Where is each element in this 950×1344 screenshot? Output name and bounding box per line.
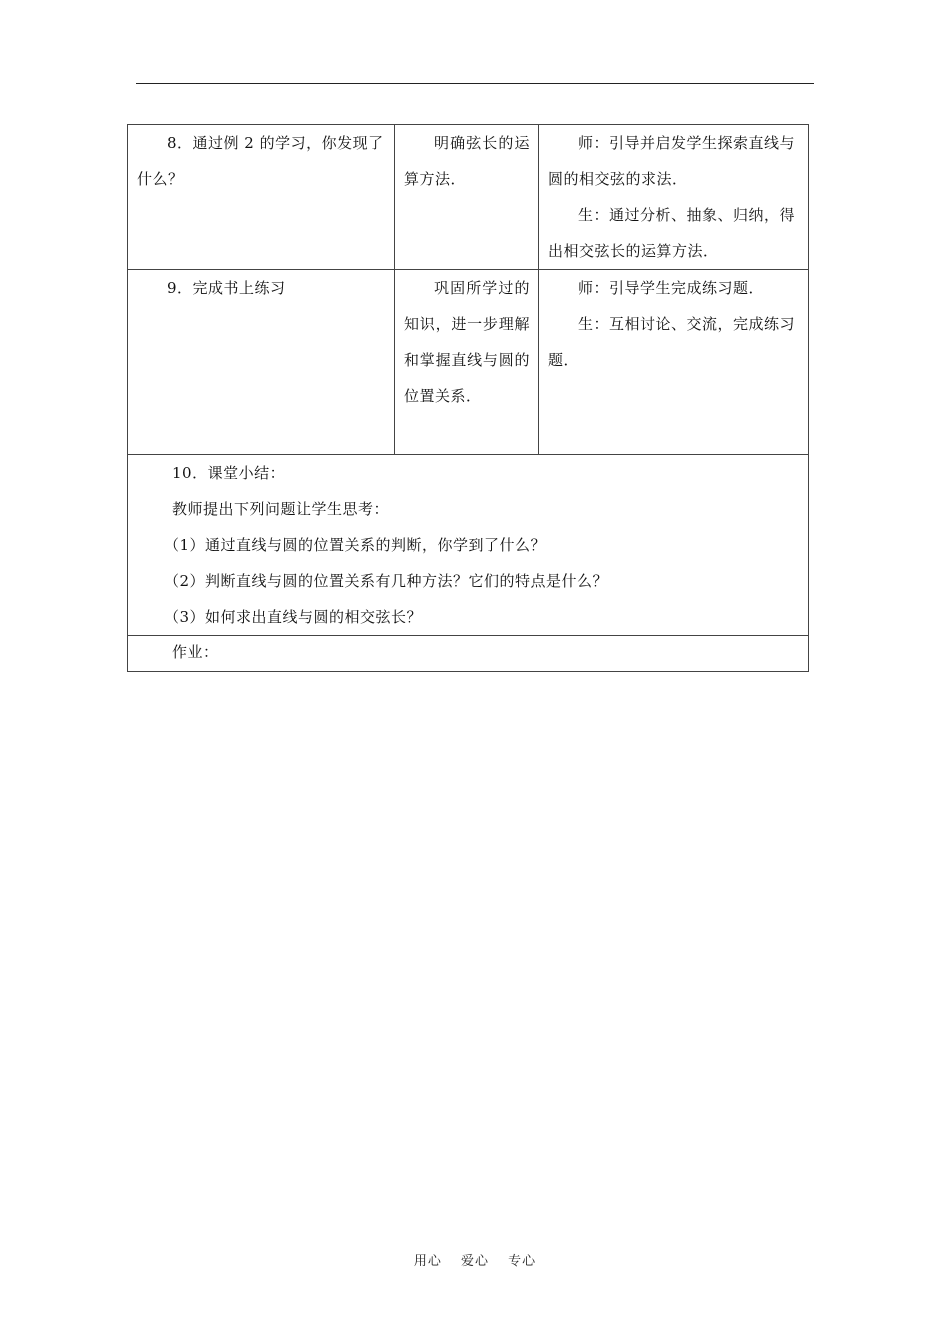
content-text: 8．通过例 2 的学习，你发现了什么？	[137, 134, 384, 188]
content-cell	[128, 125, 395, 270]
purpose-text: 巩固所学过的知识，进一步理解和掌握直线与圆的位置关系．	[404, 279, 530, 405]
summary-intro: 教师提出下列问题让学生思考：	[172, 500, 390, 518]
summary-row	[128, 455, 809, 636]
page-footer	[0, 1250, 950, 1269]
table-row	[128, 125, 809, 270]
summary-cell	[128, 455, 809, 636]
header-rule	[136, 83, 814, 84]
purpose-cell	[395, 125, 539, 270]
activity-cell	[539, 125, 809, 270]
homework-cell	[128, 636, 809, 672]
student-activity: 生：通过分析、抽象、归纳，得出相交弦长的运算方法．	[548, 206, 796, 260]
table-row	[128, 270, 809, 455]
purpose-text: 明确弦长的运算方法．	[404, 134, 530, 188]
homework-row	[128, 636, 809, 672]
footer-word: 爱心	[460, 1254, 489, 1269]
summary-title: 10．课堂小结：	[172, 464, 286, 482]
purpose-cell	[395, 270, 539, 455]
activity-cell	[539, 270, 809, 455]
teacher-activity: 师：引导学生完成练习题．	[578, 279, 765, 297]
footer-word: 用心	[413, 1254, 442, 1269]
homework-label: 作业：	[172, 643, 219, 661]
teacher-activity: 师：引导并启发学生探索直线与圆的相交弦的求法．	[548, 134, 796, 188]
lesson-plan-table	[127, 124, 809, 672]
content-cell	[128, 270, 395, 455]
summary-question: （2）判断直线与圆的位置关系有几种方法？它们的特点是什么？	[164, 572, 609, 590]
footer-word: 专心	[508, 1254, 537, 1269]
summary-question: （1）通过直线与圆的位置关系的判断，你学到了什么？	[164, 536, 547, 554]
summary-question: （3）如何求出直线与圆的相交弦长？	[164, 608, 423, 626]
student-activity: 生：互相讨论、交流，完成练习题．	[548, 315, 796, 369]
content-text: 9．完成书上练习	[167, 279, 286, 297]
